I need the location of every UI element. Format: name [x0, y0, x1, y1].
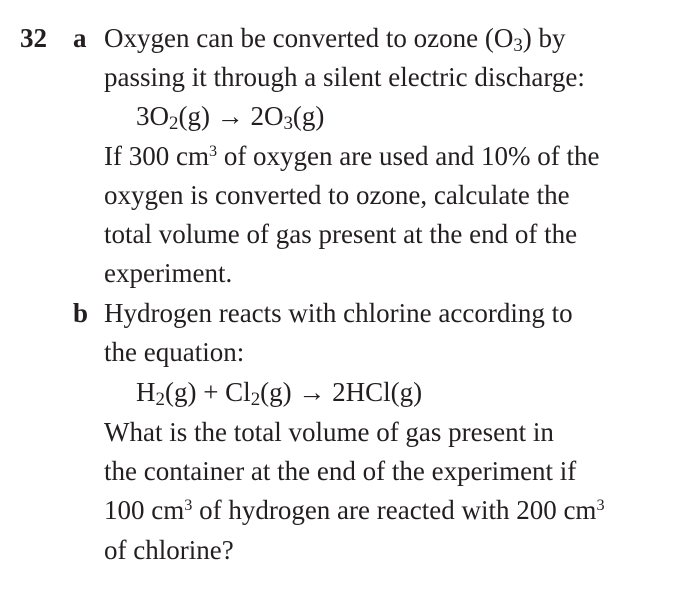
part-a-line-5: total volume of gas present at the end of the: [104, 219, 578, 249]
part-b-line-5: 100 $cm^3$ of hydrogen are reacted with 200 $cm^3$: [104, 495, 605, 525]
part-b-label: b: [73, 298, 89, 328]
part-a-line-4: oxygen is converted to ozone, calculate the: [104, 180, 570, 210]
part-b-line-6: of chlorine?: [104, 535, 234, 565]
part-b-line-4: the container at the end of the experiment if: [104, 456, 577, 486]
part-a-line-6: experiment.: [104, 258, 233, 288]
part-b-line-3: What is the total volume of gas present in: [104, 417, 554, 447]
part-a-line-3: If 300 $cm^3$ of oxygen are used and 10% of the: [104, 141, 600, 171]
question-number: 32: [20, 23, 47, 53]
reaction-arrow: →: [216, 101, 244, 131]
part-a-label: a: [73, 23, 87, 53]
part-a-line-2: passing it through a silent electric discharge:: [104, 62, 585, 92]
ozone-equation: $3O_2(g) \to 2O_3(g)$: [136, 101, 325, 134]
part-a-line-1: Oxygen can be converted to ozone $(O_3)$ by: [104, 23, 566, 56]
part-b-line-1: Hydrogen reacts with chlorine according to: [104, 298, 573, 328]
part-b-line-2: the equation:: [104, 337, 245, 367]
hcl-equation: $H_2(g) + Cl_2(g) \to 2HCl(g)$: [136, 377, 423, 410]
reaction-arrow: →: [298, 377, 326, 407]
